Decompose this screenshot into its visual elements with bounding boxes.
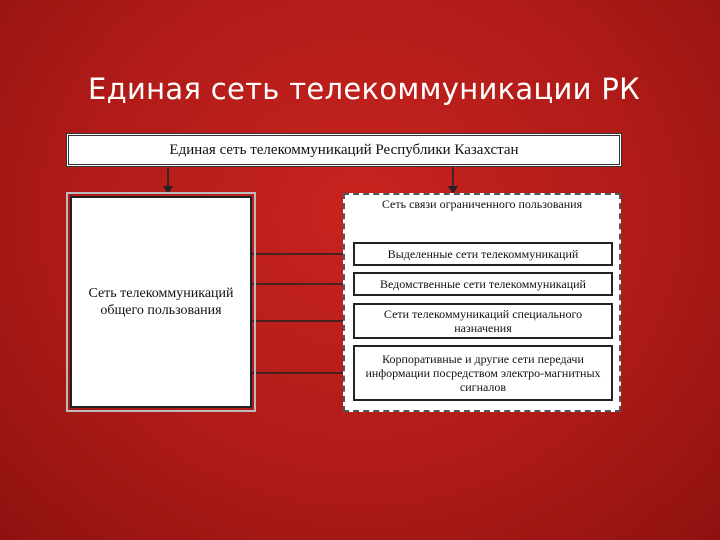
limited-network-title: Сеть связи ограниченного пользования: [381, 197, 583, 211]
subnetwork-box: Ведомственные сети телекоммуникаций: [353, 272, 613, 296]
public-network-box: Сеть телекоммуникаций общего пользования: [70, 196, 252, 408]
subnetwork-box: Корпоративные и другие сети передачи информации посредством электро-магнитных сигналов: [353, 345, 613, 401]
subnetwork-box: Выделенные сети телекоммуникаций: [353, 242, 613, 266]
subnetwork-box: Сети телекоммуникаций специального назначения: [353, 303, 613, 339]
slide-title: Единая сеть телекоммуникации РК: [88, 72, 641, 106]
unified-network-box: Единая сеть телекоммуникаций Республики Казахстан: [66, 133, 622, 167]
